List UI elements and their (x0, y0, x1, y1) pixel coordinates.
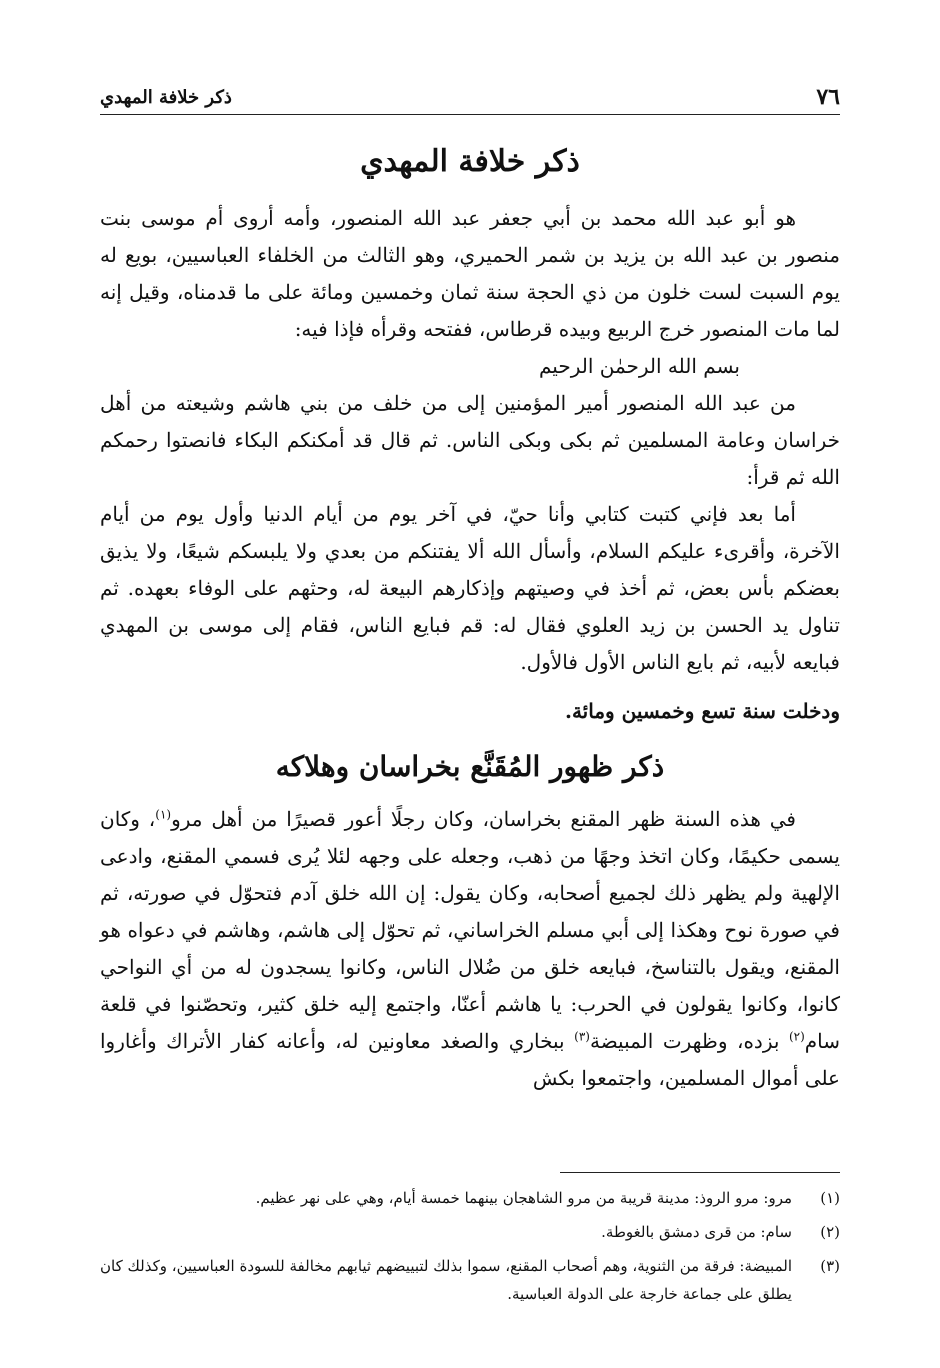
page-number: ٧٦ (816, 84, 840, 110)
footnote-item (100, 1252, 840, 1308)
footnote-number: (٣) (820, 1257, 840, 1275)
year-entry: ودخلت سنة تسع وخمسين ومائة. (564, 699, 840, 723)
paragraph-lineage: هو أبو عبد الله محمد بن أبي جعفر عبد الله المنصور، وأمه أروى أم موسى بنت منصور بن عبد الله بن يزيد بن شمر الحميري، وهو الثالث من الخلفاء العباسيين، بويع له يوم السبت لست خلون من ذي الحجة سنة ثمان وخمسين ومائة على ما قدمناه، وقيل إنه لما مات المنصور خرج الربيع وبيده قرطاس، ففتحه وقرأه فإذا فيه: (100, 206, 840, 341)
footnote-ref-2[interactable]: (٢) (788, 1029, 805, 1044)
footnote-item (100, 1184, 840, 1212)
text-segment: ، وكان يسمى حكيمًا، وكان اتخذ وجهًا من ذهب، وجعله على وجهه لئلا يُرى فسمي المقنع، وادعى الإلهية ولم يظهر ذلك لجميع أصحابه، وكان يقول: إن الله خلق آدم فتحوّل في صورته، ثم في صورة نوح وهكذا إلى أبي مسلم الخراساني، ثم تحوّل إلى هاشم، وهاشم في دعواه هو المقنع، ويقول بالتناسخ، فبايعه خلق من ضُلال الناس، وكانوا يسجدون له من أي النواحي كانوا، وكانوا يقولون في الحرب: يا هاشم أعنّا، واجتمع إليه خلق كثير، وتحصّنوا في قلعة سام (100, 807, 840, 1053)
footnote-text: سام: من قرى دمشق بالغوطة. (601, 1223, 792, 1241)
section-title-mahdi: ذكر خلافة المهدي (360, 144, 580, 179)
main-text (100, 140, 840, 1097)
footnote-item (100, 1218, 840, 1246)
running-header (100, 80, 840, 115)
footnote-text: المبيضة: فرقة من الثنوية، وهم أصحاب المقنع، سموا بذلك لتبييضهم ثيابهم مخالفة للسودة العباسيين، وكذلك كان يطلق على جماعة خارجة على الدولة العباسية. (100, 1257, 792, 1303)
footnote-number: (١) (820, 1189, 840, 1207)
paragraph-muqanna (100, 801, 840, 1097)
footnote-text: مرو: مرو الروذ: مدينة قريبة من مرو الشاهجان بينهما خمسة أيام، وهي على نهر عظيم. (255, 1189, 792, 1207)
footnote-divider (560, 1172, 840, 1173)
footnote-number: (٢) (820, 1223, 840, 1241)
text-segment: في هذه السنة ظهر المقنع بخراسان، وكان رجلًا أعور قصيرًا من أهل مرو (171, 807, 796, 831)
text-segment: بزده، وظهرت المبيضة (589, 1029, 789, 1053)
text-segment: ببخاري والصغد معاونين له، وأعانه كفار الأتراك وأغاروا على أموال المسلمين، واجتمعوا بكش (100, 1029, 840, 1090)
paragraph-letter-opening: من عبد الله المنصور أمير المؤمنين إلى من خلف من بني هاشم وشيعته من أهل خراسان وعامة المسلمين ثم بكى وبكى الناس. ثم قال قد أمكنكم البكاء فانصتوا رحمكم الله ثم قرأ: (100, 391, 840, 489)
basmala-line: بسم الله الرحمٰن الرحيم (538, 354, 740, 378)
footnotes (100, 1184, 840, 1314)
footnote-ref-3[interactable]: (٣) (574, 1029, 590, 1044)
paragraph-letter-body: أما بعد فإني كتبت كتابي وأنا حيّ، في آخر يوم من أيام الدنيا وأول يوم من أيام الآخرة، وأقرىء عليكم السلام، وأسأل الله ألا يفتنكم من بعدي ولا يلبسكم شيعًا، ولا يذيق بعضكم بأس بعض، ثم أخذ في وصيتهم وإذكارهم البيعة له، وحثهم على الوفاء بعهده. ثم تناول يد الحسن بن زيد العلوي فقال له: قم فبايع الناس، فقام إلى موسى بن المهدي فبايعه لأبيه، ثم بايع الناس الأول فالأول. (100, 502, 840, 674)
section-title-muqanna: ذكر ظهور المُقَنَّع بخراسان وهلاكه (275, 750, 665, 783)
footnote-ref-1[interactable]: (١) (155, 807, 172, 822)
running-title: ذكر خلافة المهدي (100, 87, 232, 108)
